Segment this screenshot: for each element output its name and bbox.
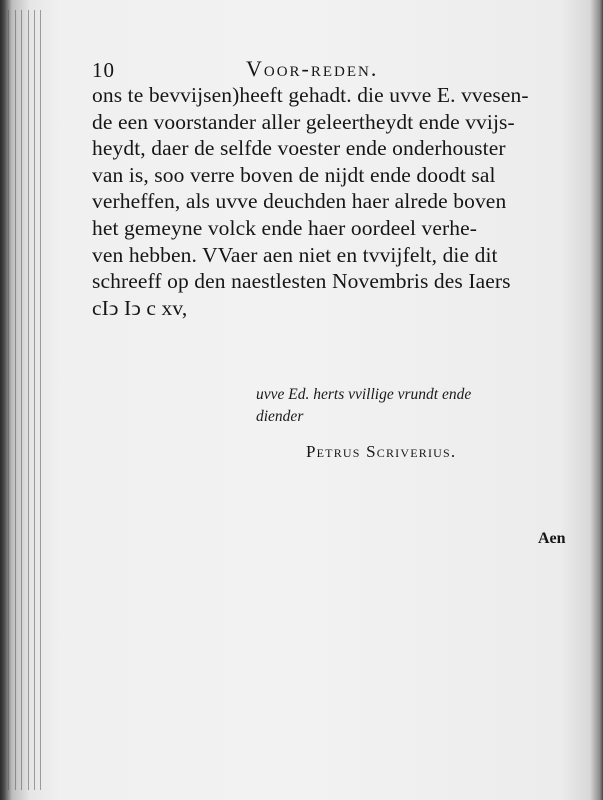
salutation-line: diender xyxy=(256,408,304,425)
body-line: cIↄ Iↄ c xv, xyxy=(92,295,188,320)
body-line: schreeff op den naestlesten Novembris des Iaers xyxy=(92,269,511,294)
body-line: ven hebben. VVaer aen niet en tvvijfelt, die dit xyxy=(92,242,498,267)
body-line: de een voorstander aller geleertheydt ende vvijs- xyxy=(92,109,515,134)
body-text xyxy=(92,82,582,321)
page-header xyxy=(92,52,582,82)
salutation-line: uvve Ed. herts vvillige vrundt ende xyxy=(256,386,472,403)
running-head: Voor-reden. xyxy=(246,56,379,81)
stacked-page-edges xyxy=(6,10,46,790)
body-line: ons te bevvijsen)heeft gehadt. die uvve E. vvesen- xyxy=(92,83,529,107)
body-line: verheffen, als uvve deuchden haer alrede boven xyxy=(92,189,507,214)
page-number: 10 xyxy=(92,58,115,82)
page-content xyxy=(92,52,582,547)
body-line: het gemeyne volck ende haer oordeel verhe- xyxy=(92,215,478,240)
body-line: van is, soo verre boven de nijdt ende doodt sal xyxy=(92,162,496,187)
catchword: Aen xyxy=(538,530,566,547)
body-line: heydt, daer de selfde voester ende onderhouster xyxy=(92,136,506,161)
signer-name: Petrus Scriverius. xyxy=(306,442,457,461)
closing-salutation xyxy=(256,384,471,428)
